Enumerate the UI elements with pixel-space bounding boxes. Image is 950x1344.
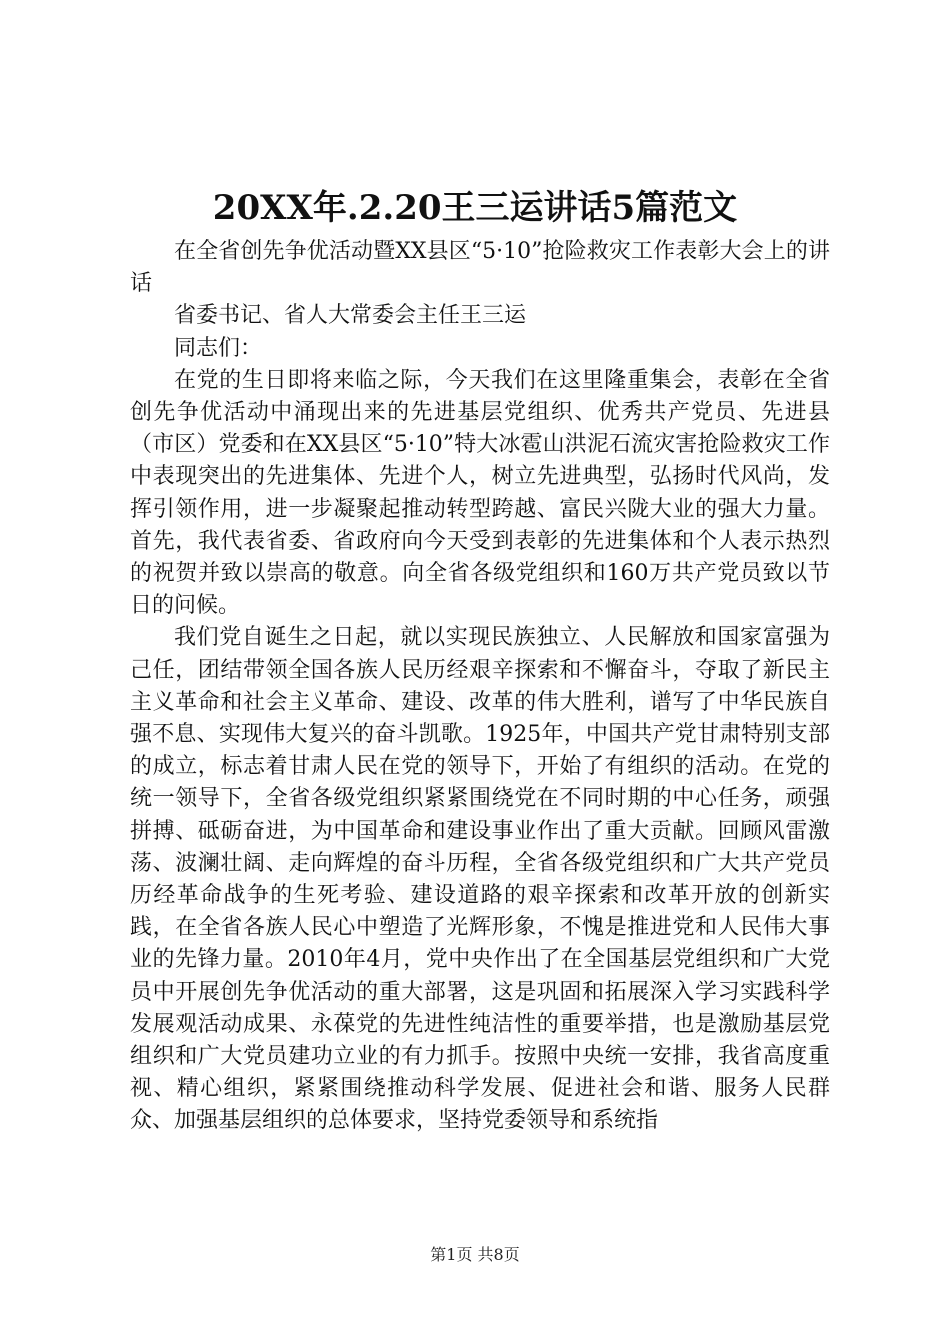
paragraph-speaker: 省委书记、省人大常委会主任王三运 bbox=[174, 303, 527, 329]
document-body bbox=[130, 236, 830, 1138]
document-title: 20XX年.2.20王三运讲话5篇范文 bbox=[212, 188, 738, 228]
paragraph-speech-heading: 在全省创先争优活动暨XX县区“5·10”抢险救灾工作表彰大会上的讲话 bbox=[130, 239, 830, 297]
paragraph-history: 我们党自诞生之日起，就以实现民族独立、人民解放和国家富强为己任，团结带领全国各族人民历经艰辛探索和不懈奋斗，夺取了新民主主义革命和社会主义革命、建设、改革的伟大胜利，谱写了中华民族自强不息、实现伟大复兴的奋斗凯歌。1925年，中国共产党甘肃特别支部的成立，标志着甘肃人民在党的领导下，开始了有组织的活动。在党的统一领导下，全省各级党组织紧紧围绕党在不同时期的中心任务，顽强拼搏、砥砺奋进，为中国革命和建设事业作出了重大贡献。回顾风雷激荡、波澜壮阔、走向辉煌的奋斗历程，全省各级党组织和广大共产党员历经革命战争的生死考验、建设道路的艰辛探索和改革开放的创新实践，在全省各族人民心中塑造了光辉形象，不愧是推进党和人民伟大事业的先锋力量。2010年4月，党中央作出了在全国基层党组织和广大党员中开展创先争优活动的重大部署，这是巩固和拓展深入学习实践科学发展观活动成果、永葆党的先进性纯洁性的重要举措，也是激励基层党组织和广大党员建功立业的有力抓手。按照中央统一安排，我省高度重视、精心组织，紧紧围绕推动科学发展、促进社会和谐、服务人民群众、加强基层组织的总体要求，坚持党委领导和系统指 bbox=[130, 625, 830, 1134]
page-footer: 第1页 共8页 bbox=[430, 1245, 520, 1264]
paragraph-salutation: 同志们： bbox=[174, 335, 263, 361]
paragraph-opening: 在党的生日即将来临之际，今天我们在这里隆重集会，表彰在全省创先争优活动中涌现出来的先进基层党组织、优秀共产党员、先进县（市区）党委和在XX县区“5·10”特大冰雹山洪泥石流灾害抢险救灾工作中表现突出的先进集体、先进个人，树立先进典型，弘扬时代风尚，发挥引领作用，进一步凝聚起推动转型跨越、富民兴陇大业的强大力量。首先，我代表省委、省政府向今天受到表彰的先进集体和个人表示热烈的祝贺并致以崇高的敬意。向全省各级党组织和160万共产党员致以节日的问候。 bbox=[130, 367, 830, 619]
